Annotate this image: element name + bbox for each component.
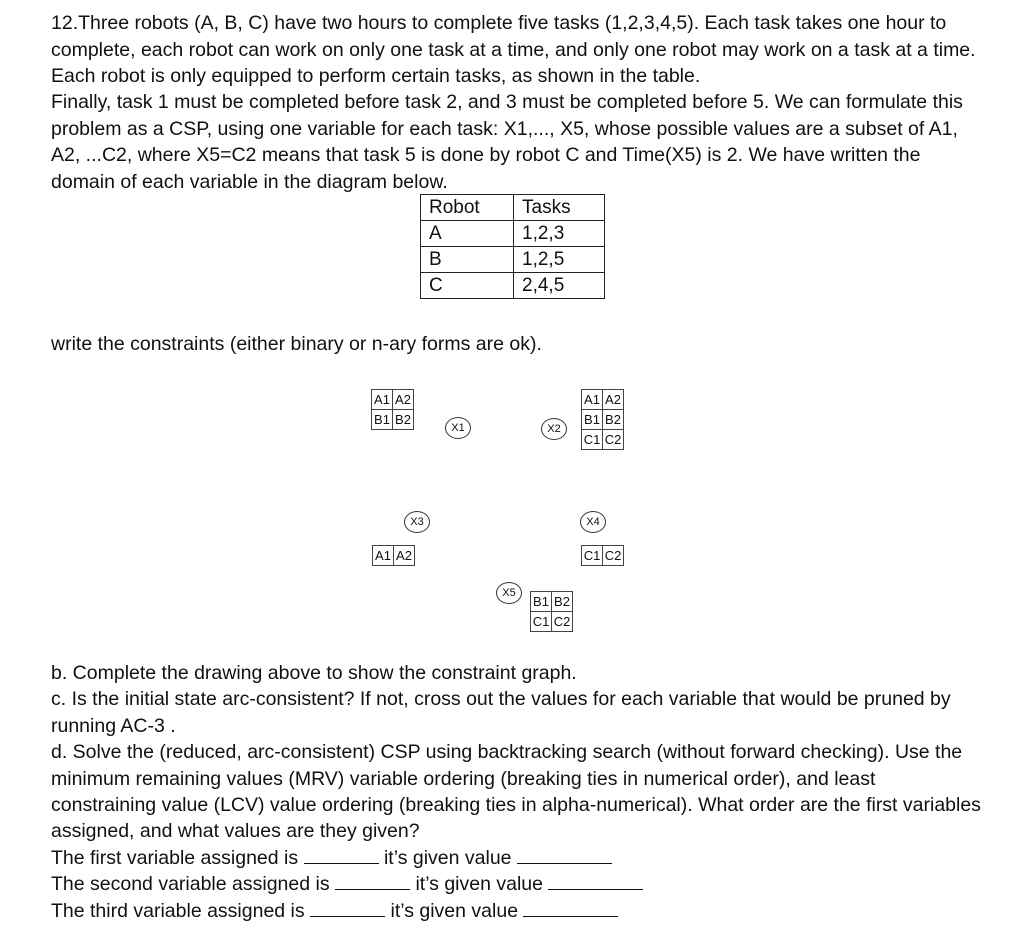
x3-node: X3 (404, 511, 430, 533)
table-header-row (421, 195, 605, 221)
domain-value: B2 (552, 592, 573, 612)
table-cell: 1,2,3 (514, 221, 605, 247)
table-row (421, 221, 605, 247)
domain-value: C2 (603, 430, 624, 450)
x4-domain (581, 545, 624, 566)
question-d: d. Solve the (reduced, arc-consistent) CSP using backtracking search (without forward checking). Use the minimum remaining values (MRV) variable ordering (breaking ties in numerical order), and least constraining value (LCV) value ordering (breaking ties in alpha-numerical). What order are the first variables assigned, and what values are they given? (51, 741, 981, 843)
answer-blank-variable[interactable] (335, 871, 410, 890)
domain-value: A2 (603, 390, 624, 410)
answer-line-third (51, 898, 981, 924)
domain-value: C1 (582, 430, 603, 450)
answer-label: The second variable assigned is (51, 873, 330, 896)
answer-label: it’s given value (383, 846, 512, 869)
table-cell: 1,2,5 (514, 247, 605, 273)
domain-value: C2 (552, 612, 573, 632)
answer-line-second (51, 871, 981, 897)
x5-node: X5 (496, 582, 522, 604)
answer-blank-value[interactable] (523, 898, 618, 917)
answer-label: The first variable assigned is (51, 846, 299, 869)
x2-node: X2 (541, 418, 567, 440)
domain-value: B1 (372, 410, 393, 430)
domain-value: A2 (394, 546, 415, 566)
robot-task-table (420, 194, 605, 299)
table-row (421, 273, 605, 299)
answer-label: The third variable assigned is (51, 899, 305, 922)
answer-blank-value[interactable] (517, 845, 612, 864)
x2-domain (581, 389, 624, 450)
answer-label: it’s given value (415, 873, 543, 896)
question-b: b. Complete the drawing above to show the constraint graph. (51, 662, 577, 684)
table-header: Robot (421, 195, 514, 221)
table-cell: B (421, 247, 514, 273)
answer-label: it’s given value (390, 899, 519, 922)
answer-blank-variable[interactable] (304, 845, 379, 864)
x5-domain (530, 591, 573, 632)
question-c: c. Is the initial state arc-consistent? If not, cross out the values for each variable that would be pruned by running AC-3 . (51, 688, 951, 737)
table-cell: C (421, 273, 514, 299)
domain-value: B1 (531, 592, 552, 612)
problem-intro: 12.Three robots (A, B, C) have two hours to complete five tasks (1,2,3,4,5). Each task takes one hour to complete, each robot can work on only one task at a time, and only one robot may work on a task at a time. Each robot is only equipped to perform certain tasks, as shown in the table. (51, 12, 976, 88)
table-cell: A (421, 221, 514, 247)
x1-domain (371, 389, 414, 430)
x4-node: X4 (580, 511, 606, 533)
domain-value: C1 (531, 612, 552, 632)
x1-node: X1 (445, 417, 471, 439)
table-row (421, 247, 605, 273)
constraints-prompt: write the constraints (either binary or n-ary forms are ok). (51, 333, 542, 355)
answer-blank-value[interactable] (548, 871, 643, 890)
problem-formulation: Finally, task 1 must be completed before task 2, and 3 must be completed before 5. We can formulate this problem as a CSP, using one variable for each task: X1,..., X5, whose possible values are a subset of A1, A2, ...C2, where X5=C2 means that task 5 is done by robot C and Time(X5) is 2. We have written the domain of each variable in the diagram below. (51, 91, 963, 193)
table-cell: 2,4,5 (514, 273, 605, 299)
domain-value: C2 (603, 546, 624, 566)
questions-section (51, 660, 981, 924)
answer-blank-variable[interactable] (310, 898, 385, 917)
x3-domain (372, 545, 415, 566)
domain-value: A1 (582, 390, 603, 410)
domain-value: B1 (582, 410, 603, 430)
domain-value: A2 (393, 390, 414, 410)
domain-value: B2 (603, 410, 624, 430)
domain-value: A1 (373, 546, 394, 566)
table-header: Tasks (514, 195, 605, 221)
domain-value: B2 (393, 410, 414, 430)
domain-value: C1 (582, 546, 603, 566)
domain-value: A1 (372, 390, 393, 410)
answer-line-first (51, 845, 981, 871)
